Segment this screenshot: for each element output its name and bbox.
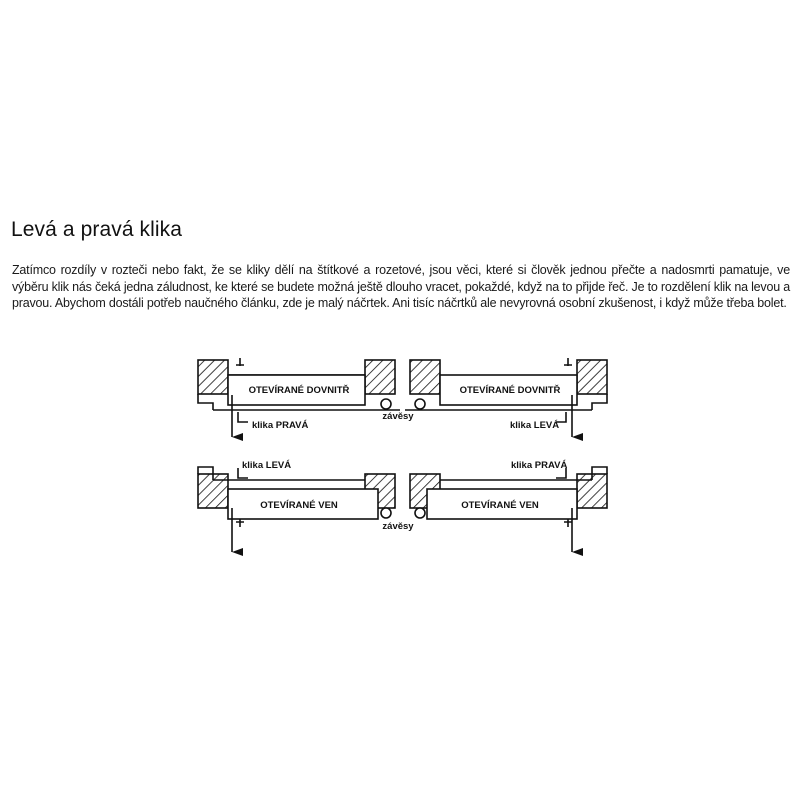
hinge [381,508,391,518]
top-right-door-diagram [405,358,607,437]
handle-label: klika LEVÁ [242,460,292,471]
door-label: OTEVÍRANÉ VEN [461,500,539,511]
hinge [415,508,425,518]
hinge [381,399,391,409]
door-label: OTEVÍRANÉ VEN [260,500,338,511]
hinge-label: závěsy [382,521,414,532]
body-paragraph: Zatímco rozdíly v rozteči nebo fakt, že se kliky dělí na štítkové a rozetové, jsou věci, které si člověk jednou přečte a nadosmrti pamatuje, ve výběru klik nás čeká jedna záludnost, ke které se budete možná ještě dlouho vracet, pokaždé, když na to přijde řeč. Je to rozdělení klik na levou a pravou. Abychom dostáli potřeb naučného článku, zde je malý náčrtek. Ani tisíc náčrtků ale nevyrovná osobní zkušenost, i když může třeba bolet. [12,263,791,311]
door-label: OTEVÍRANÉ DOVNITŘ [248,385,350,396]
wall-hatched [577,360,607,394]
door-label: OTEVÍRANÉ DOVNITŘ [459,385,561,396]
handle-label: klika LEVÁ [510,420,560,431]
wall-hatched [198,360,228,394]
hinge [415,399,425,409]
handle-label: klika PRAVÁ [252,420,309,431]
handle-label: klika PRAVÁ [511,460,568,471]
wall-hatched [410,360,440,394]
page-title: Levá a pravá klika [11,218,183,241]
hinge-label: závěsy [382,411,414,422]
wall-hatched [365,360,395,394]
